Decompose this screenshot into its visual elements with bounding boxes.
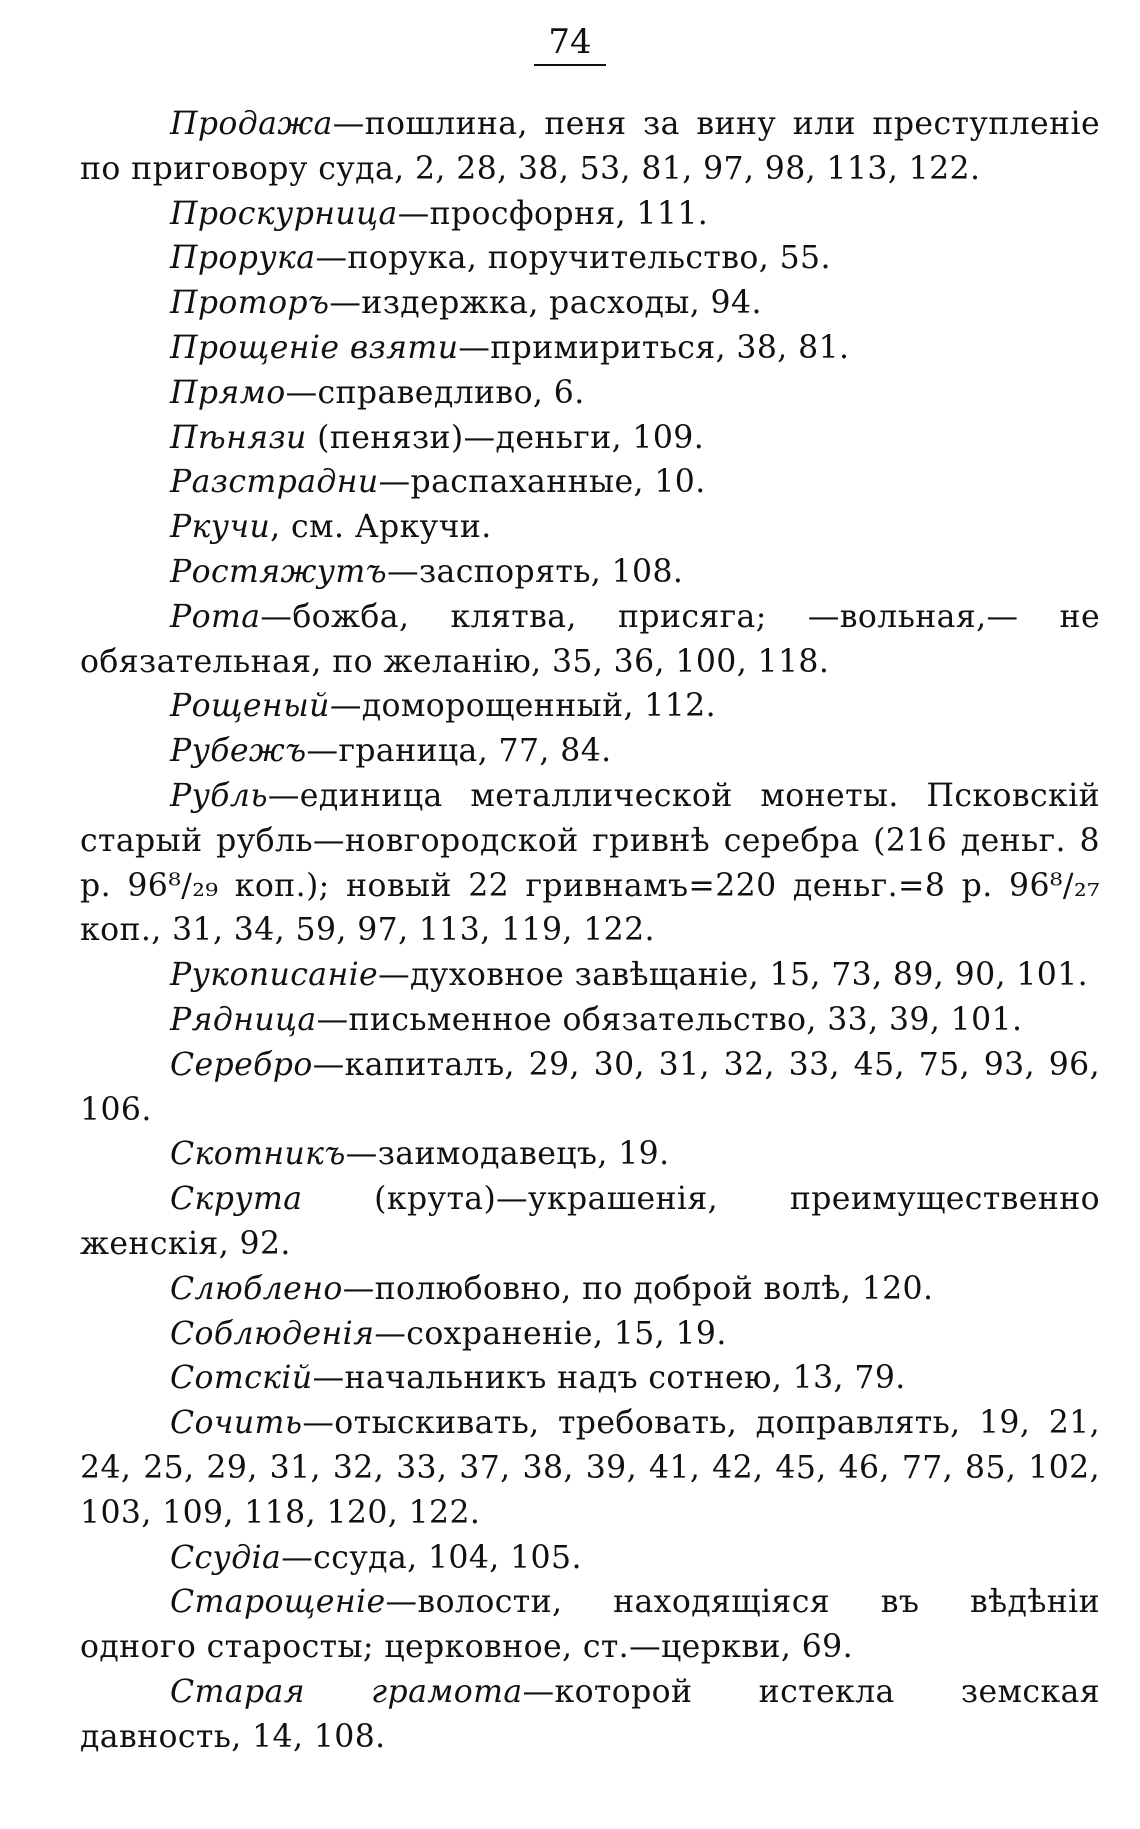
entry-definition: —письменное обязательство, 33, 39, 101. <box>316 1001 1023 1038</box>
glossary-entry <box>80 102 1100 192</box>
glossary-entry <box>80 1267 1100 1312</box>
entry-definition: —начальникъ надъ сотнею, 13, 79. <box>312 1360 906 1397</box>
glossary-entry <box>80 326 1100 371</box>
entry-term: Сочить <box>170 1405 303 1442</box>
entry-term: Рубль <box>170 777 268 814</box>
entry-term: Продажа <box>170 106 333 142</box>
glossary-entry <box>80 1580 1100 1670</box>
entry-definition: —заспорять, 108. <box>387 553 684 590</box>
entry-definition: —граница, 77, 84. <box>306 733 612 770</box>
entry-definition: —пошлина, пеня за вину или преступленіе по приговору суда, 2, 28, 38, 53, 81, 97, 98, 113, 122. <box>80 106 1100 187</box>
entry-definition: —справедливо, 6. <box>285 374 585 411</box>
entry-definition: —капиталъ, 29, 30, 31, 32, 33, 45, 75, 93, 96, 106. <box>80 1046 1100 1128</box>
entry-definition: , см. Аркучи. <box>270 509 492 546</box>
entry-definition: —духовное завѣщаніе, 15, 73, 89, 90, 101. <box>378 957 1089 994</box>
glossary-entry <box>80 192 1100 237</box>
glossary-entry <box>80 1043 1100 1133</box>
glossary-entry <box>80 1132 1100 1177</box>
glossary-entries <box>80 102 1100 1759</box>
entry-definition: (крута)—украшенія, преимущественно женскія, 92. <box>80 1181 1100 1262</box>
glossary-entry <box>80 729 1100 774</box>
entry-definition: —которой истекла земская давность, 14, 108. <box>80 1673 1100 1755</box>
entry-definition: —распаханные, 10. <box>378 464 706 501</box>
glossary-entry <box>80 774 1100 953</box>
entry-term: Серебро <box>170 1046 313 1083</box>
entry-term: Ркучи <box>170 509 271 546</box>
entry-term: Слюблено <box>170 1270 343 1307</box>
page-number-text: 74 <box>534 22 605 66</box>
glossary-entry <box>80 1177 1100 1267</box>
entry-term: Прорука <box>170 240 316 277</box>
entry-term: Сотскій <box>170 1360 313 1397</box>
entry-definition: —сохраненіе, 15, 19. <box>374 1315 727 1352</box>
entry-term: Прощеніе взяти <box>170 329 459 366</box>
glossary-entry <box>80 998 1100 1043</box>
entry-definition: —порука, поручительство, 55. <box>315 240 831 277</box>
glossary-entry <box>80 1312 1100 1357</box>
glossary-entry <box>80 371 1100 416</box>
glossary-entry <box>80 1670 1100 1760</box>
entry-term: Рубежъ <box>170 733 307 770</box>
entry-term: Ростяжутъ <box>170 553 388 590</box>
glossary-entry <box>80 505 1100 550</box>
entry-definition: —примириться, 38, 81. <box>458 329 850 366</box>
entry-term: Старая грамота <box>170 1673 523 1710</box>
entry-definition: —единица металлической монеты. Псковскій старый рубль—новгородской гривнѣ серебра (216 деньг. 8 р. 96⁸/₂₉ коп.); новый 22 гривнамъ=220 деньг.=8 р. 96⁸/₂₇ коп., 31, 34, 59, 97, 113, 119, 122. <box>80 777 1100 949</box>
glossary-entry <box>80 684 1100 729</box>
entry-term: Соблюденія <box>170 1315 375 1352</box>
glossary-entry <box>80 953 1100 998</box>
entry-term: Старощеніе <box>170 1584 386 1621</box>
glossary-entry <box>80 281 1100 326</box>
entry-term: Скрута <box>170 1181 303 1218</box>
glossary-entry <box>80 236 1100 281</box>
glossary-entry <box>80 1356 1100 1401</box>
entry-definition: —божба, клятва, присяга; —вольная,— не обязательная, по желанію, 35, 36, 100, 118. <box>80 598 1100 680</box>
entry-definition: —доморощенный, 112. <box>329 688 717 725</box>
entry-definition: —издержка, расходы, 94. <box>329 285 762 322</box>
entry-definition: —волости, находящіяся въ вѣдѣніи одного старосты; церковное, ст.—церкви, 69. <box>80 1584 1100 1666</box>
entry-term: Рота <box>170 598 261 635</box>
page-number <box>0 22 1140 66</box>
entry-term: Пѣнязи <box>170 419 307 456</box>
entry-definition: —отыскивать, требовать, доправлять, 19, 21, 24, 25, 29, 31, 32, 33, 37, 38, 39, 41, 42, 45, 46, 77, 85, 102, 103, 109, 118, 120, 122. <box>80 1405 1100 1531</box>
entry-term: Рощеный <box>170 688 330 725</box>
entry-term: Прямо <box>170 374 286 411</box>
entry-term: Ссудіа <box>170 1539 282 1576</box>
entry-term: Рукописаніе <box>170 957 379 994</box>
entry-term: Скотникъ <box>170 1136 346 1173</box>
entry-definition: (пенязи)—деньги, 109. <box>306 419 705 456</box>
glossary-entry <box>80 1536 1100 1581</box>
glossary-entry <box>80 416 1100 461</box>
entry-definition: —ссуда, 104, 105. <box>281 1539 582 1576</box>
entry-definition: —полюбовно, по доброй волѣ, 120. <box>342 1270 934 1307</box>
glossary-entry <box>80 1401 1100 1535</box>
entry-term: Рядница <box>170 1001 317 1038</box>
entry-definition: —просфорня, 111. <box>397 195 709 232</box>
entry-term: Разстрадни <box>170 464 379 501</box>
entry-definition: —заимодавецъ, 19. <box>345 1136 670 1173</box>
glossary-entry <box>80 460 1100 505</box>
glossary-entry <box>80 550 1100 595</box>
entry-term: Проторъ <box>170 285 330 322</box>
entry-term: Проскурница <box>170 195 398 232</box>
glossary-entry <box>80 595 1100 685</box>
